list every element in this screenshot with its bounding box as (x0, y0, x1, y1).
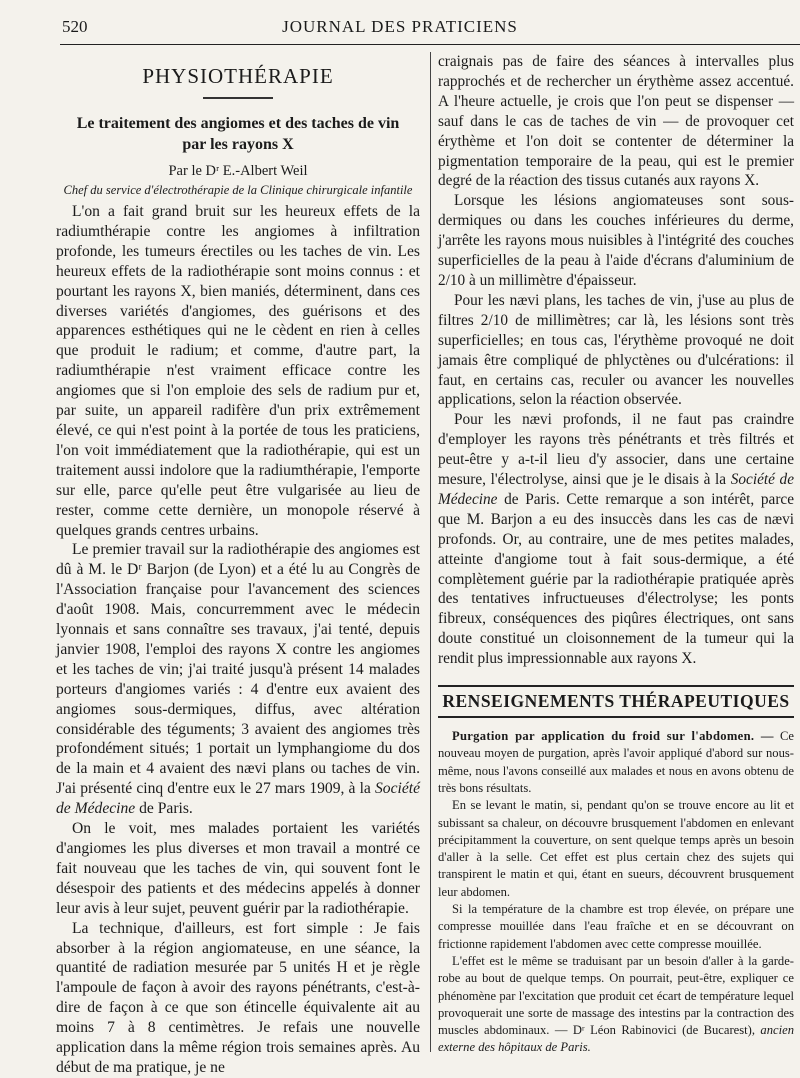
byline: Par le Dʳ E.-Albert Weil (168, 163, 308, 179)
page-number: 520 (62, 17, 88, 36)
paragraph: Pour les nævi profonds, il ne faut pas craindre d'employer les rayons très pénétrants et très filtrés et peut-être y a-t-il lieu d'y associer, dans une certaine mesure, l'électrolyse, ainsi que je le disais à la Société de Médecine de Paris. Cette remarque a son intérêt, parce que M. Barjon a eu des insuccès dans les cas de nævi profonds. Or, au contraire, une de mes petites malades, atteinte d'angiome tout à fait sous-dermique, a été complètement guérie par la radiothérapie pratiquée après des tentatives infructueuses d'électrolyse; les ponts fibreux, conséquences des piqûres électriques, ont sans doute constitué un cloisonnement de la tumeur qui la rendit plus impressionnable aux rayons X. (438, 411, 794, 668)
note-paragraph: L'effet est le même se traduisant par un besoin d'aller à la garde-robe au bout de quelque temps. On pourrait, peut-être, expliquer ce phénomène par l'excitation que produit cet écart de température lequel provoquerait une sorte de massage des intestins par la contraction des muscles abdominaux. — Dʳ Léon Rabinovici (de Bucarest), ancien externe des hôpitaux de Paris. (438, 953, 794, 1055)
article-title (56, 113, 420, 155)
author-title: ancien externe des hôpitaux de Paris. (438, 1023, 794, 1055)
paragraph: Le premier travail sur la radiothérapie des angiomes est dû à M. le Dʳ Barjon (de Lyon) et a été lu au Congrès de l'Association française pour l'avancement des sciences d'août 1908. Mais, concurremment avec le médecin lyonnais et sans connaître ses travaux, j'ai tenté, depuis janvier 1908, l'emploi des rayons X contre les angiomes et les taches de vin; j'ai traité jusqu'à présent 14 malades porteurs d'angiomes variés : 4 d'entre eux avaient des angiomes sous-dermiques, diffus, avec altération considérable des téguments; 3 avaient des angiomes très profondément situés; 1 portait un lymphangiome du dos de la main et 4 avaient des nævi plans ou taches de vin. J'ai présenté cinq d'entre eux le 27 mars 1909, à la Société de Médecine de Paris. (56, 541, 420, 818)
note-heading: Purgation par application du froid sur l'abdomen. — (452, 729, 774, 744)
page-header (0, 0, 800, 42)
note-paragraph: Si la température de la chambre est trop élevée, on prépare une compresse mouillée dans l'eau fraîche et en se découvrant on frictionne rapidement l'abdomen avec cette compresse mouillée. (438, 902, 794, 951)
article-body-right (438, 52, 794, 669)
note-paragraph: En se levant le matin, si, pendant qu'on se trouve encore au lit et subissant sa chaleur, on découvre brusquement l'abdomen en enlevant précipitamment la couverture, on sent quelque temps après un besoin d'aller à la selle. Cet effet est plus certain chez des sujets qui transpirent le matin et qui, étant en sueurs, découvrent brusquement leur abdomen. (438, 798, 794, 899)
therapeutic-notes (438, 728, 794, 1057)
left-column (56, 58, 420, 1078)
right-column (438, 52, 794, 1057)
author-affiliation: Chef du service d'électrothérapie de la Clinique chirurgicale infantile (63, 183, 413, 197)
note-paragraph: Purgation par application du froid sur l'abdomen. — Ce nouveau moyen de purgation, après l'avoir appliqué d'abord sur nous-même, nous l'avons conseillé aux malades et nous en avons obtenu de très bons résultats. (438, 729, 794, 795)
paragraph: L'on a fait grand bruit sur les heureux effets de la radiumthérapie contre les angiomes à infiltration profonde, les tumeurs érectiles ou les taches de vin. Les heureux effets de la radiothérapie sont moins connus : et pourtant les rayons X, bien maniés, déterminent, dans ces diverses variétés d'angiomes, des guérisons et des apparences esthétiques qui ne le cèdent en rien à celles que produit le radium; et comme, d'autre part, la radiumthérapie n'est vraiment efficace contre les angiomes que si l'on emploie des sels de radium pur et, par suite, un appareil radifère d'un prix extrêmement élevé, ce qui n'est point à la portée de tous les praticiens, l'on voit immédiatement que la radiothérapie, qui est un traitement aussi indolore que la radiumthérapie, l'emporte sur elle, parce qu'elle peut être vulgarisée au lieu de rester, comme cette dernière, un monopole réservé à quelques grands centres urbains. (56, 203, 420, 539)
paragraph: Pour les nævi plans, les taches de vin, j'use au plus de filtres 2/10 de millimètres; car là, les lésions sont très superficielles; en tous cas, l'érythème provoqué ne doit jamais être compliqué de phlyctènes ou d'ulcérations: il faut, en certains cas, reculer ou avancer les nouvelles applications, selon la réaction observée. (438, 291, 794, 409)
article-body-left (56, 202, 420, 1078)
section-rule (203, 97, 273, 99)
section-title-renseignements: RENSEIGNEMENTS THÉRAPEUTIQUES (438, 685, 794, 718)
paragraph: La technique, d'ailleurs, est fort simple : Je fais absorber à la région angiomateuse, en une séance, la quantité de radiation mesurée par 5 unités H et je règle l'ampoule de façon à avoir des rayons pénétrants, c'est-à-dire de façon à ce que son étincelle équivalente ait au moins 7 à 8 centimètres. Je refais une nouvelle application dans la même région trois semaines après. Au début de ma pratique, je ne (56, 919, 420, 1076)
section-title: PHYSIOTHÉRAPIE (142, 64, 334, 88)
header-rule (60, 44, 800, 45)
society-name: Société de Médecine (438, 471, 794, 508)
paragraph: craignais pas de faire des séances à intervalles plus rapprochés et de rechercher un érythème assez accentué. A l'heure actuelle, je crois que l'on peut se dispenser — sauf dans le cas de taches de vin — de provoquer cet érythème et l'on doit se contenter de déterminer la pigmentation temporaire de la peau, qui est le premier degré de la réaction des tissus cutanés aux rayons X. (438, 53, 794, 190)
journal-title: JOURNAL DES PRATICIENS (282, 17, 518, 36)
column-divider (430, 52, 431, 1052)
paragraph: On le voit, mes malades portaient les variétés d'angiomes les plus diverses et mon travail a montré ce fait nouveau que les taches de vin, qui souvent font le désespoir des patients et des médecins appelés à donner leur avis à leur sujet, peuvent guérir par la radiothérapie. (56, 820, 420, 917)
article-title-line-2: par les rayons X (182, 136, 294, 153)
society-name: Société de Médecine (56, 780, 420, 818)
paragraph: Lorsque les lésions angiomateuses sont sous-dermiques ou dans les couches inférieures du derme, j'arrête les rayons mous nuisibles à l'intégrité des couches superficielles de la peau à l'aide d'écrans d'aluminium de 2/10 à un millimètre d'épaisseur. (438, 192, 794, 289)
article-title-line-1: Le traitement des angiomes et des taches de vin (76, 115, 400, 132)
